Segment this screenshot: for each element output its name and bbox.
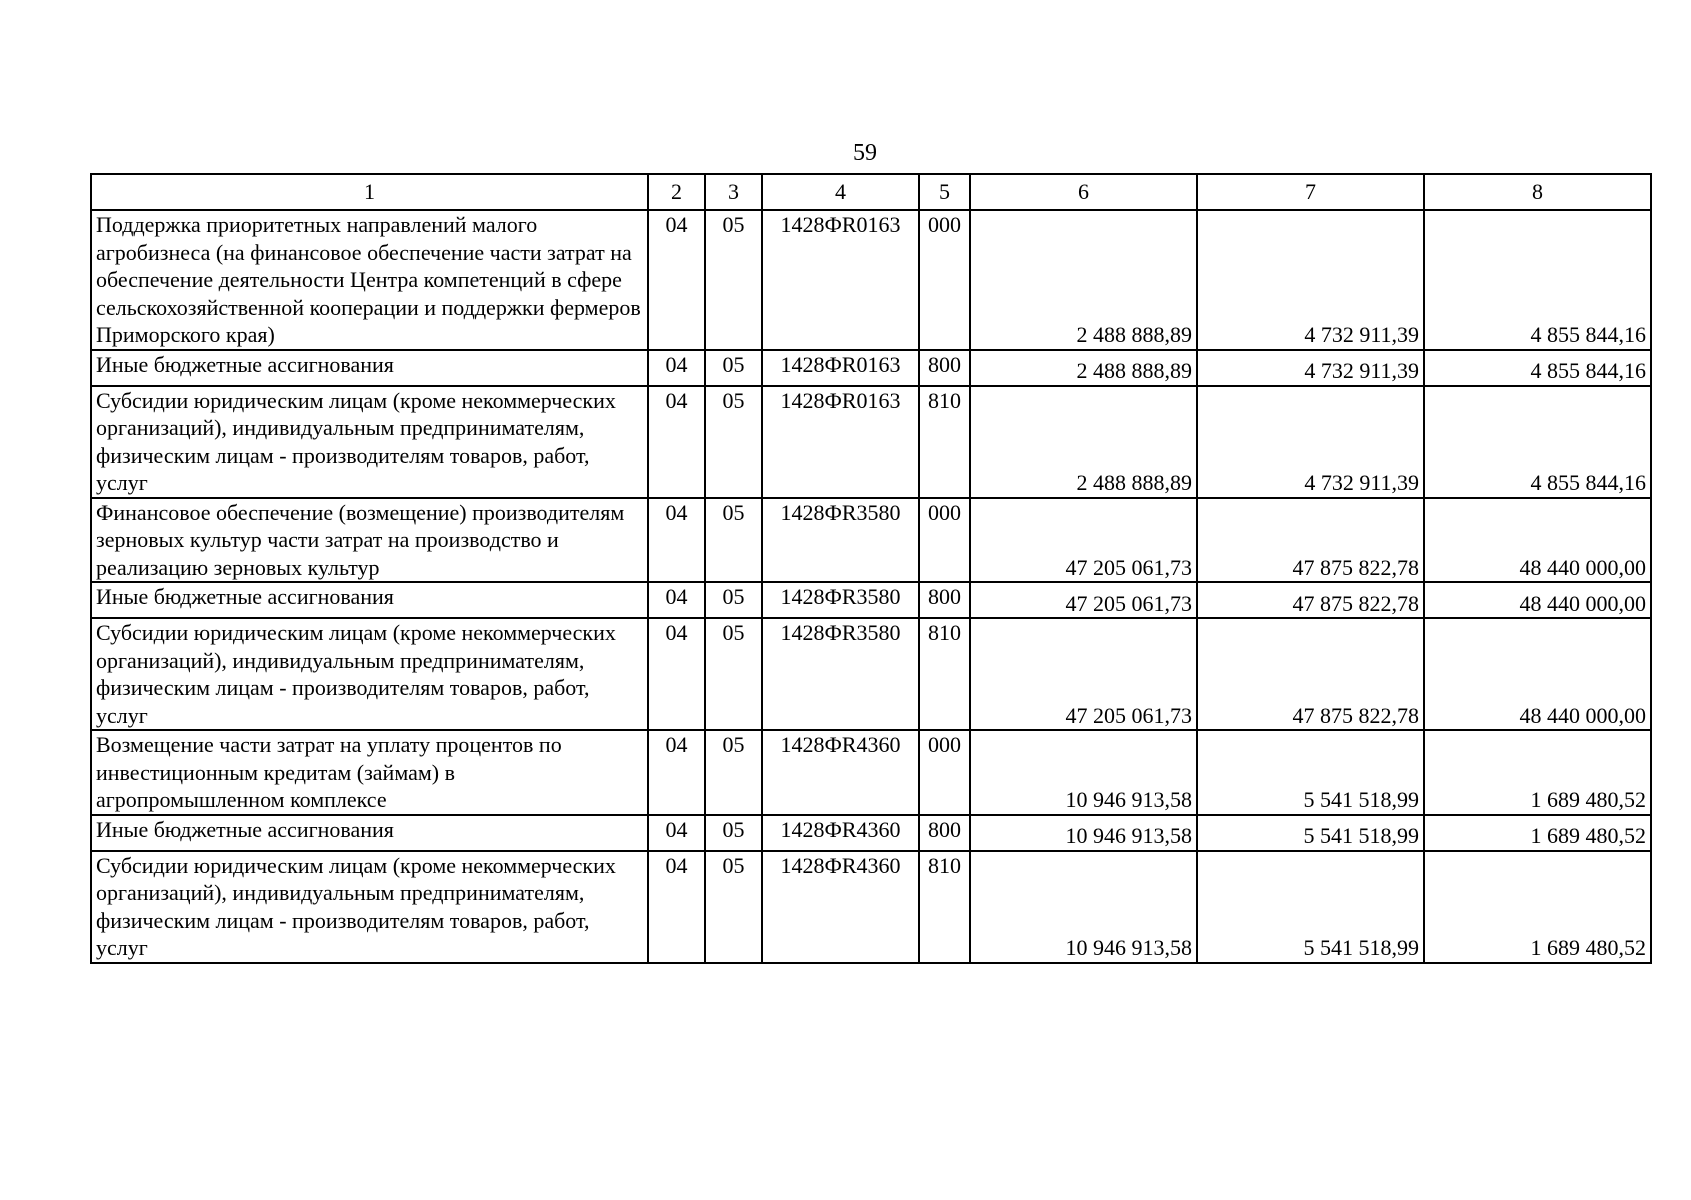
table-header-row [91, 174, 1651, 210]
page-number: 59 [853, 140, 877, 166]
subsection-code: 05 [705, 582, 762, 618]
expense-type-code: 000 [919, 498, 970, 583]
subsection-code: 05 [705, 498, 762, 583]
column-header: 7 [1197, 174, 1424, 210]
subsection-code: 05 [705, 618, 762, 730]
amount-col-6: 47 205 061,73 [970, 582, 1197, 618]
row-name: Возмещение части затрат на уплату процентов по инвестиционным кредитам (займам) в агропромышленном комплексе [91, 730, 648, 815]
amount-col-6: 10 946 913,58 [970, 815, 1197, 851]
amount-col-8: 1 689 480,52 [1424, 851, 1651, 963]
target-article-code: 1428ФR4360 [762, 815, 919, 851]
table-row [91, 386, 1651, 498]
table-row [91, 350, 1651, 386]
expense-type-code: 810 [919, 386, 970, 498]
section-code: 04 [648, 498, 705, 583]
amount-col-8: 1 689 480,52 [1424, 730, 1651, 815]
amount-col-7: 5 541 518,99 [1197, 815, 1424, 851]
amount-col-7: 4 732 911,39 [1197, 350, 1424, 386]
target-article-code: 1428ФR0163 [762, 210, 919, 350]
target-article-code: 1428ФR4360 [762, 730, 919, 815]
expense-type-code: 800 [919, 350, 970, 386]
amount-col-8: 48 440 000,00 [1424, 498, 1651, 583]
section-code: 04 [648, 851, 705, 963]
target-article-code: 1428ФR3580 [762, 582, 919, 618]
section-code: 04 [648, 815, 705, 851]
amount-col-7: 4 732 911,39 [1197, 386, 1424, 498]
amount-col-8: 4 855 844,16 [1424, 386, 1651, 498]
row-name: Субсидии юридическим лицам (кроме некоммерческих организаций), индивидуальным предпринимателям, физическим лицам - производителям товаров, работ, услуг [91, 618, 648, 730]
column-header: 8 [1424, 174, 1651, 210]
amount-col-7: 47 875 822,78 [1197, 582, 1424, 618]
table-row [91, 618, 1651, 730]
amount-col-6: 2 488 888,89 [970, 350, 1197, 386]
target-article-code: 1428ФR3580 [762, 618, 919, 730]
amount-col-7: 47 875 822,78 [1197, 498, 1424, 583]
subsection-code: 05 [705, 386, 762, 498]
section-code: 04 [648, 386, 705, 498]
amount-col-6: 2 488 888,89 [970, 386, 1197, 498]
expense-type-code: 000 [919, 730, 970, 815]
amount-col-6: 2 488 888,89 [970, 210, 1197, 350]
table-row [91, 730, 1651, 815]
budget-table [90, 173, 1652, 964]
section-code: 04 [648, 210, 705, 350]
subsection-code: 05 [705, 851, 762, 963]
section-code: 04 [648, 582, 705, 618]
amount-col-7: 5 541 518,99 [1197, 730, 1424, 815]
expense-type-code: 000 [919, 210, 970, 350]
row-name: Иные бюджетные ассигнования [91, 582, 648, 618]
column-header: 4 [762, 174, 919, 210]
amount-col-6: 10 946 913,58 [970, 730, 1197, 815]
target-article-code: 1428ФR4360 [762, 851, 919, 963]
column-header: 6 [970, 174, 1197, 210]
section-code: 04 [648, 350, 705, 386]
table-row [91, 210, 1651, 350]
target-article-code: 1428ФR0163 [762, 386, 919, 498]
target-article-code: 1428ФR0163 [762, 350, 919, 386]
table-row [91, 582, 1651, 618]
row-name: Поддержка приоритетных направлений малого агробизнеса (на финансовое обеспечение части затрат на обеспечение деятельности Центра компетенций в сфере сельскохозяйственной кооперации и поддержки фермеров Приморского края) [91, 210, 648, 350]
budget-table-wrapper [90, 173, 1652, 964]
row-name: Иные бюджетные ассигнования [91, 350, 648, 386]
row-name: Финансовое обеспечение (возмещение) производителям зерновых культур части затрат на производство и реализацию зерновых культур [91, 498, 648, 583]
section-code: 04 [648, 618, 705, 730]
amount-col-8: 1 689 480,52 [1424, 815, 1651, 851]
amount-col-6: 10 946 913,58 [970, 851, 1197, 963]
amount-col-8: 48 440 000,00 [1424, 582, 1651, 618]
table-row [91, 498, 1651, 583]
row-name: Иные бюджетные ассигнования [91, 815, 648, 851]
column-header: 2 [648, 174, 705, 210]
amount-col-8: 4 855 844,16 [1424, 210, 1651, 350]
expense-type-code: 800 [919, 815, 970, 851]
subsection-code: 05 [705, 350, 762, 386]
amount-col-7: 4 732 911,39 [1197, 210, 1424, 350]
expense-type-code: 810 [919, 618, 970, 730]
table-row [91, 815, 1651, 851]
column-header: 5 [919, 174, 970, 210]
table-row [91, 851, 1651, 963]
amount-col-8: 48 440 000,00 [1424, 618, 1651, 730]
expense-type-code: 810 [919, 851, 970, 963]
subsection-code: 05 [705, 730, 762, 815]
row-name: Субсидии юридическим лицам (кроме некоммерческих организаций), индивидуальным предпринимателям, физическим лицам - производителям товаров, работ, услуг [91, 386, 648, 498]
subsection-code: 05 [705, 210, 762, 350]
amount-col-8: 4 855 844,16 [1424, 350, 1651, 386]
column-header: 1 [91, 174, 648, 210]
subsection-code: 05 [705, 815, 762, 851]
column-header: 3 [705, 174, 762, 210]
amount-col-7: 47 875 822,78 [1197, 618, 1424, 730]
target-article-code: 1428ФR3580 [762, 498, 919, 583]
section-code: 04 [648, 730, 705, 815]
amount-col-6: 47 205 061,73 [970, 498, 1197, 583]
expense-type-code: 800 [919, 582, 970, 618]
amount-col-6: 47 205 061,73 [970, 618, 1197, 730]
row-name: Субсидии юридическим лицам (кроме некоммерческих организаций), индивидуальным предпринимателям, физическим лицам - производителям товаров, работ, услуг [91, 851, 648, 963]
amount-col-7: 5 541 518,99 [1197, 851, 1424, 963]
